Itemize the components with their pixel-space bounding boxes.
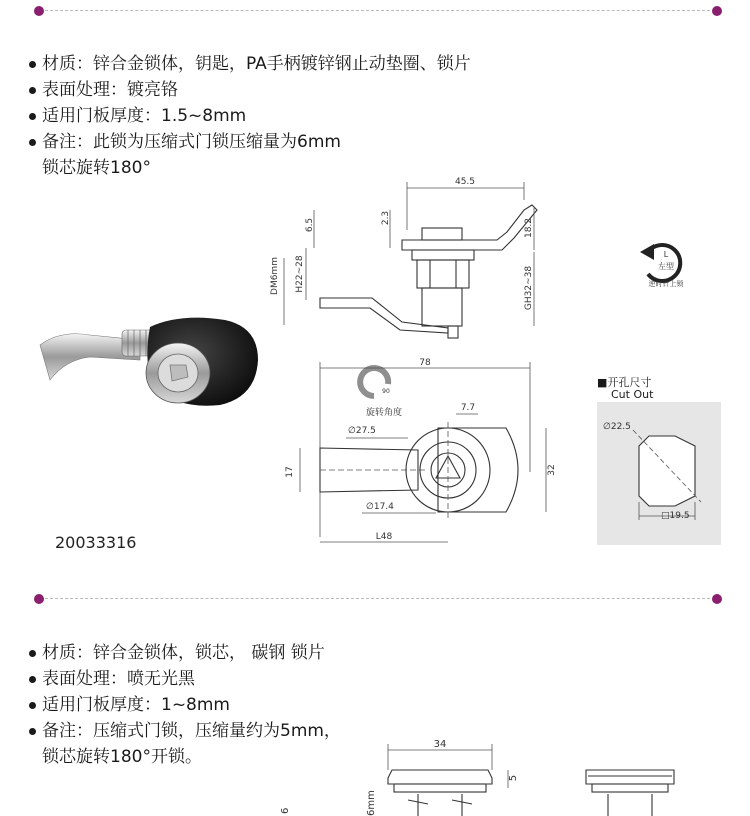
dim-left-partial: 6	[280, 807, 291, 814]
dim-mid-partial: 6mm	[366, 790, 377, 816]
spec-material: 材质：锌合金锁体，锁芯， 碳钢 锁片	[28, 640, 341, 666]
top-separator	[0, 5, 750, 17]
rotation-angle-label: 旋转角度	[366, 408, 403, 418]
rotation-caption: 逆时针上锁	[648, 280, 684, 288]
middle-separator	[0, 593, 750, 605]
spec-material: 材质：锌合金锁体，钥匙，PA手柄镀锌钢止动垫圈、锁片	[28, 51, 471, 77]
dim-17: 17	[285, 466, 295, 478]
rotation-type: 左型	[658, 262, 674, 271]
front-view-drawing	[278, 352, 568, 552]
dim-18-2: 18.2	[524, 217, 534, 239]
spec-surface: 表面处理：镀亮铬	[28, 77, 471, 103]
separator-dot-right	[712, 6, 722, 16]
spec-note-continuation: 锁芯旋转180°	[42, 158, 151, 178]
section2-drawing	[270, 730, 710, 816]
cutout-diameter: ∅22.5	[603, 422, 631, 432]
section1-spec-list	[28, 51, 471, 181]
spec-surface: 表面处理：喷无光黑	[28, 666, 341, 692]
dim-2-3: 2.3	[381, 210, 391, 226]
spec-note: 备注：压缩式门锁，压缩量约为5mm，	[28, 718, 341, 744]
dim-d17-4: ∅17.4	[366, 502, 394, 512]
cutout-title: ■开孔尺寸	[597, 376, 652, 389]
spec-panel-thickness: 适用门板厚度：1~8mm	[28, 692, 341, 718]
separator-line	[40, 10, 710, 11]
separator-dot-left	[34, 594, 44, 604]
separator-dot-left	[34, 6, 44, 16]
dim-78: 78	[419, 358, 431, 368]
dim-d27-5: ∅27.5	[348, 426, 376, 436]
spec-note: 备注：此锁为压缩式门锁压缩量为6mm	[28, 129, 471, 155]
dim-6-5: 6.5	[305, 217, 315, 233]
dim-32: 32	[547, 464, 557, 476]
dim-width: 45.5	[454, 177, 476, 187]
dim-7-7: 7.7	[460, 403, 476, 413]
cutout-subtitle: Cut Out	[611, 388, 654, 401]
dim-34: 34	[433, 739, 447, 750]
dim-5: 5	[508, 774, 519, 782]
dim-h22-28: H22~28	[295, 255, 305, 293]
spec-panel-thickness: 适用门板厚度：1.5~8mm	[28, 103, 471, 129]
product-photo	[30, 305, 270, 420]
side-view-drawing	[262, 170, 552, 350]
rotation-angle: 90	[382, 388, 390, 395]
product-code: 20033316	[55, 533, 137, 552]
spec-note-continuation: 锁芯旋转180°开锁。	[42, 747, 202, 767]
dim-dm6mm: DM6mm	[270, 257, 280, 295]
rotation-direction-icon	[636, 234, 696, 292]
separator-dot-right	[712, 594, 722, 604]
cutout-square: □19.5	[661, 511, 690, 521]
separator-line	[40, 598, 710, 599]
dim-gh32-38: GH32~38	[524, 265, 534, 311]
rotation-letter: L	[663, 250, 669, 259]
cutout-panel	[597, 402, 721, 545]
dim-l48: L48	[375, 532, 393, 542]
cutout-drawing	[597, 402, 721, 545]
